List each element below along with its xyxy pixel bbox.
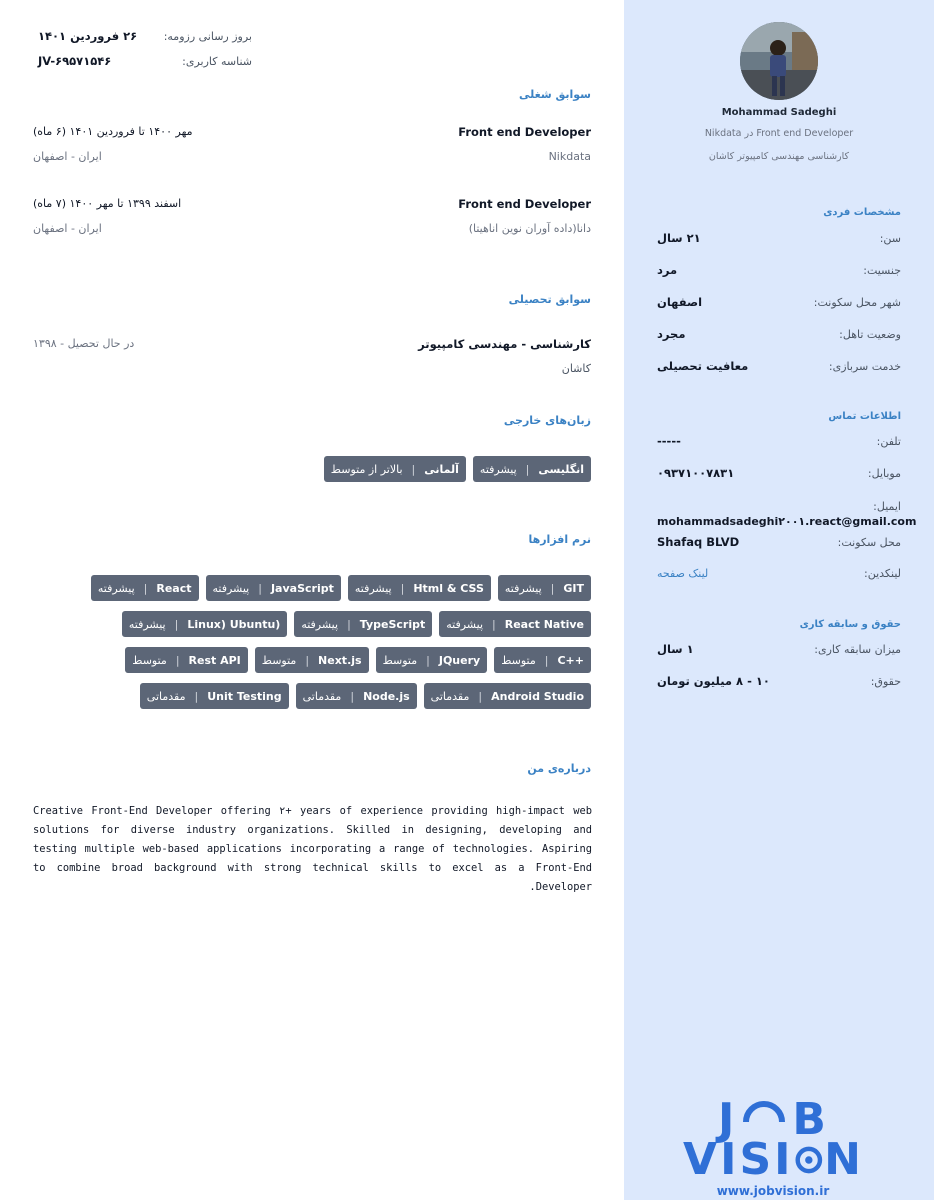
user-id-label: شناسه کاربری: [182, 55, 252, 68]
job-date: اسفند ۱۳۹۹ تا مهر ۱۴۰۰ (۷ ماه) [33, 197, 182, 210]
contact-row [657, 533, 901, 551]
logo-letter: S [739, 1134, 774, 1185]
software-name: Linux) Ubuntu) [187, 617, 281, 631]
tag-separator: | [525, 462, 530, 476]
software-tag [125, 647, 248, 673]
education-degree: کارشناسی - مهندسی کامپیوتر [418, 337, 591, 351]
salary-label: حقوق: [870, 674, 901, 688]
tag-separator: | [347, 617, 351, 631]
logo-letter: B [792, 1094, 828, 1145]
job-location: ایران - اصفهان [33, 222, 102, 235]
personal-label: وضعیت تاهل: [839, 327, 901, 341]
logo-o-icon [794, 1140, 824, 1180]
jobvision-logo [683, 1094, 863, 1198]
language-name: انگلیسی [538, 462, 584, 476]
software-tag [296, 683, 417, 709]
tag-separator: | [544, 653, 549, 667]
education-status: در حال تحصیل - ۱۳۹۸ [33, 337, 135, 350]
software-level: پیشرفته [212, 581, 250, 595]
language-level: پیشرفته [479, 462, 517, 476]
experience-value: ۱ سال [657, 642, 694, 656]
linkedin-link[interactable]: لینک صفحه [657, 566, 709, 580]
tag-separator: | [478, 689, 483, 703]
job-title: Front end Developer [458, 197, 591, 211]
software-row [91, 575, 591, 601]
language-level: بالاتر از متوسط [330, 462, 403, 476]
about-section-title: درباره‌ی من [527, 762, 591, 775]
software-name: JavaScript [270, 581, 334, 595]
user-id-value: JV-۶۹۵۷۱۵۴۶ [38, 54, 112, 68]
personal-label: خدمت سربازی: [828, 359, 901, 373]
personal-value: معافیت تحصیلی [657, 359, 749, 373]
logo-letter: V [683, 1134, 720, 1185]
personal-row [657, 325, 901, 343]
software-tag [498, 575, 591, 601]
salary-value: ۱۰ - ۸ میلیون تومان [657, 674, 770, 688]
email-label: ایمیل: [873, 499, 901, 513]
software-level: پیشرفته [301, 617, 339, 631]
contact-row [657, 464, 901, 482]
tag-separator: | [305, 653, 310, 667]
personal-value: اصفهان [657, 295, 703, 309]
avatar [740, 22, 818, 100]
language-tag [473, 456, 591, 482]
software-tag [122, 611, 287, 637]
education-section-title: سوابق تحصیلی [508, 293, 591, 306]
software-name: Rest API [188, 653, 241, 667]
job-date: مهر ۱۴۰۰ تا فروردین ۱۴۰۱ (۶ ماه) [33, 125, 193, 138]
software-tag [424, 683, 591, 709]
personal-value: مجرد [657, 327, 686, 341]
software-name: React Native [504, 617, 584, 631]
profile-name: Mohammad Sadeghi [721, 107, 837, 118]
personal-value: ۲۱ سال [657, 231, 701, 245]
logo-letter: J [718, 1094, 737, 1145]
languages-section-title: زبان‌های خارجی [503, 414, 591, 427]
phone-value: ----- [657, 434, 681, 448]
software-row [125, 647, 591, 673]
mobile-label: موبایل: [867, 466, 901, 480]
tag-separator: | [350, 689, 355, 703]
software-name: GIT [563, 581, 584, 595]
contact-row [657, 564, 901, 582]
job-title: Front end Developer [458, 125, 591, 139]
tag-separator: | [400, 581, 405, 595]
tag-separator: | [143, 581, 148, 595]
software-level: مقدماتی [146, 689, 186, 703]
profile-education: کارشناسی مهندسی کامپیوتر کاشان [708, 151, 850, 162]
software-tag [494, 647, 591, 673]
tag-separator: | [426, 653, 430, 667]
salary-row [657, 672, 901, 690]
logo-letter: N [824, 1134, 863, 1185]
software-tag [348, 575, 491, 601]
personal-section-title: مشخصات فردی [823, 207, 901, 218]
personal-label: سن: [879, 231, 901, 245]
language-tag [324, 456, 466, 482]
logo-url[interactable]: www.jobvision.ir [716, 1184, 830, 1198]
personal-row [657, 293, 901, 311]
software-row [122, 611, 591, 637]
avatar-photo-icon [740, 22, 818, 100]
tag-separator: | [550, 581, 555, 595]
software-section-title: نرم افزارها [528, 533, 591, 546]
personal-row [657, 357, 901, 375]
software-tag [294, 611, 432, 637]
software-level: پیشرفته [504, 581, 542, 595]
software-tag [376, 647, 488, 673]
software-name: Next.js [318, 653, 362, 667]
education-city: کاشان [561, 362, 591, 375]
tag-separator: | [492, 617, 496, 631]
software-level: متوسط [501, 653, 536, 667]
software-level: پیشرفته [128, 617, 166, 631]
logo-bottom-row [683, 1134, 863, 1185]
software-level: متوسط [382, 653, 418, 667]
tag-separator: | [258, 581, 262, 595]
software-tag [439, 611, 591, 637]
tag-separator: | [175, 653, 180, 667]
software-level: متوسط [261, 653, 297, 667]
personal-row [657, 261, 901, 279]
contact-row [657, 432, 901, 450]
software-tag [255, 647, 369, 673]
work-section-title: سوابق شغلی [518, 88, 591, 101]
software-level: پیشرفته [354, 581, 392, 595]
software-level: مقدماتی [302, 689, 342, 703]
software-level: پیشرفته [446, 617, 484, 631]
software-name: Node.js [363, 689, 410, 703]
experience-label: میزان سابقه کاری: [814, 642, 901, 656]
updated-value: ۲۶ فروردین ۱۴۰۱ [38, 29, 138, 43]
tag-separator: | [411, 462, 416, 476]
phone-label: تلفن: [876, 434, 901, 448]
language-name: آلمانی [424, 462, 459, 476]
job-location: ایران - اصفهان [33, 150, 102, 163]
job-company: Nikdata [548, 150, 591, 163]
software-level: متوسط [132, 653, 167, 667]
tag-separator: | [194, 689, 199, 703]
logo-letter: I [720, 1134, 739, 1185]
languages-list [324, 456, 591, 482]
software-name: React [156, 581, 192, 595]
address-label: محل سکونت: [837, 535, 901, 549]
contact-section-title: اطلاعات تماس [828, 411, 901, 422]
software-tag [91, 575, 199, 601]
salary-section-title: حقوق و سابقه کاری [799, 619, 901, 630]
software-name: Android Studio [491, 689, 584, 703]
software-name: TypeScript [359, 617, 426, 631]
job-company: دانا(داده آوران نوین اناهیتا) [468, 222, 591, 235]
linkedin-label: لینکدین: [864, 566, 901, 580]
software-level: پیشرفته [97, 581, 135, 595]
personal-value: مرد [657, 263, 678, 277]
address-value: Shafaq BLVD [657, 535, 740, 549]
mobile-value: ۰۹۳۷۱۰۰۷۸۳۱ [657, 466, 735, 480]
logo-letter: I [774, 1134, 793, 1185]
personal-label: جنسیت: [863, 263, 901, 277]
email-value[interactable]: mohammadsadeghi۲۰۰۱.react@gmail.com [657, 515, 917, 528]
tag-separator: | [174, 617, 179, 631]
resume-sidebar [624, 0, 934, 1200]
software-name: Html & CSS [413, 581, 484, 595]
software-level: مقدماتی [430, 689, 470, 703]
software-tag [140, 683, 289, 709]
personal-label: شهر محل سکونت: [813, 295, 901, 309]
software-name: C++ [557, 653, 584, 667]
software-tag [206, 575, 341, 601]
software-row [140, 683, 591, 709]
salary-row [657, 640, 901, 658]
contact-row [657, 497, 901, 515]
updated-label: بروز رسانی رزومه: [163, 30, 252, 43]
profile-title: Front end Developer در Nikdata [704, 128, 854, 139]
personal-row [657, 229, 901, 247]
software-name: JQuery [438, 653, 481, 667]
software-name: Unit Testing [207, 689, 282, 703]
about-text: Creative Front-End Developer offering ۲+ years of experience providing high-impact web solutions for diverse industry organizations. Skilled in designing, developing and testing multiple web-based applications incorporating a range of technologies. Aspiring to combine broad background with strong technical skills to excel as a Front-End Developer. [33, 805, 592, 893]
